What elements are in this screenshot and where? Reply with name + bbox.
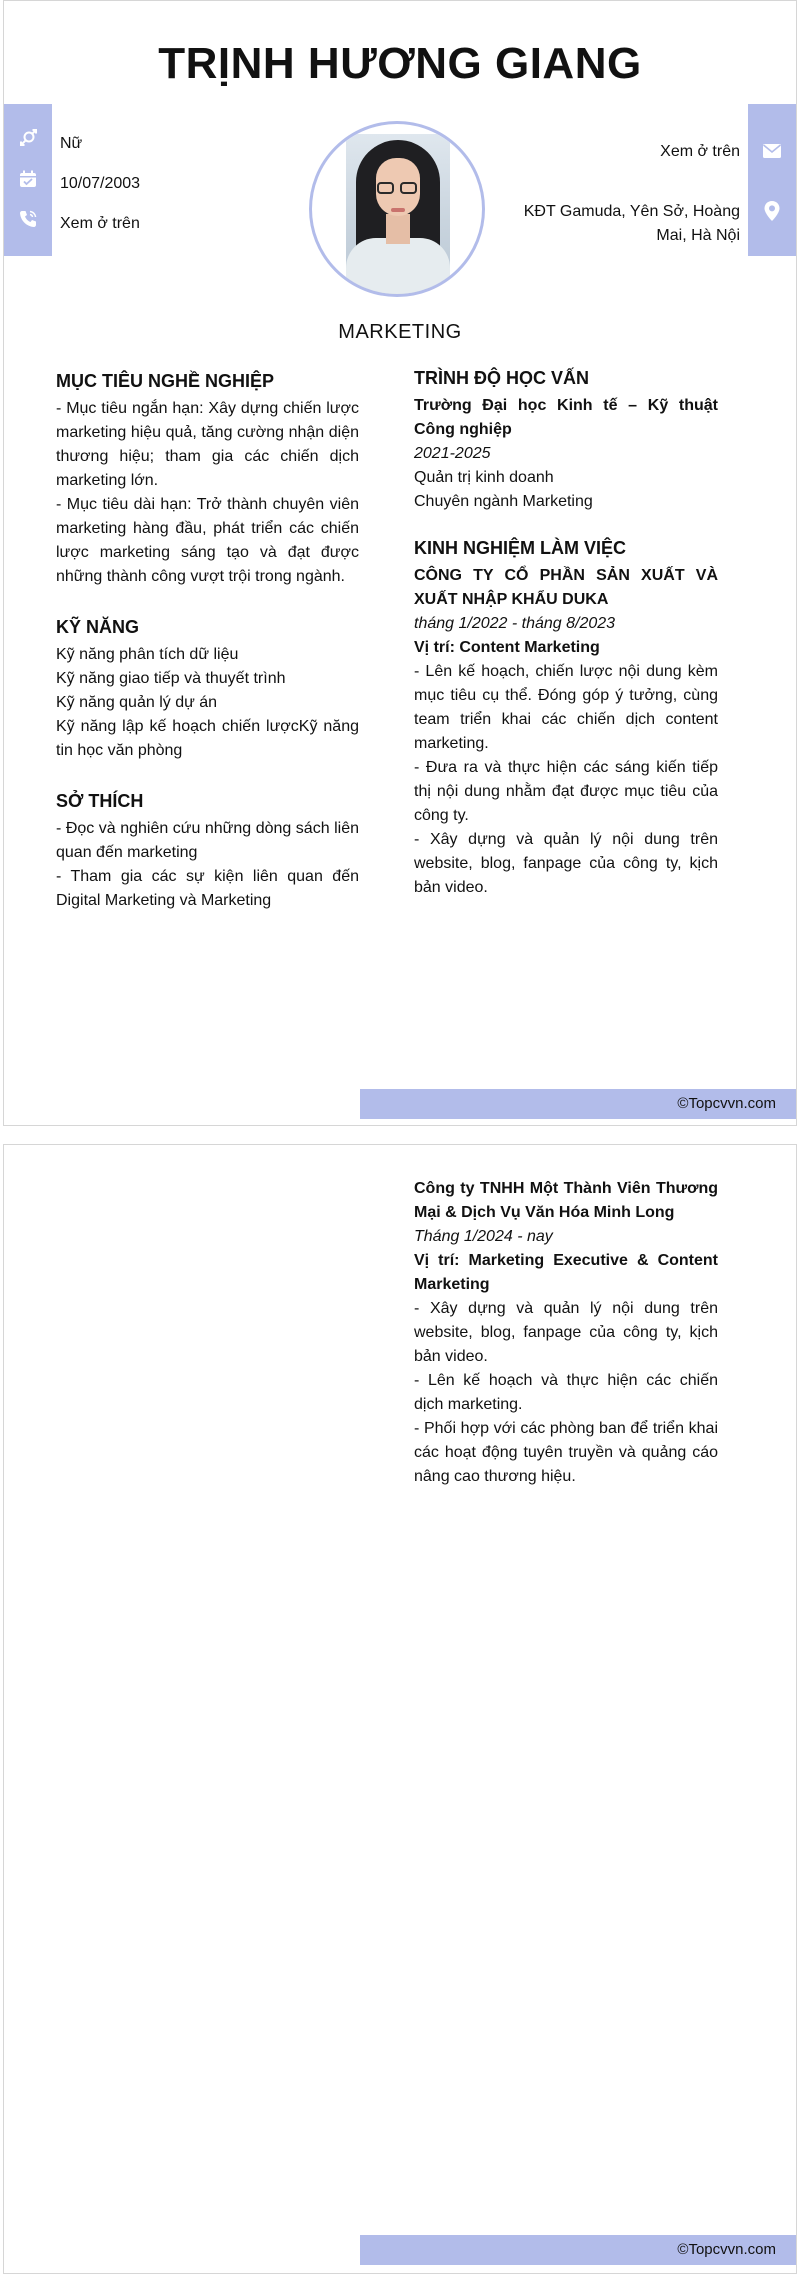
- hobbies-heading: SỞ THÍCH: [56, 791, 144, 811]
- education-degree: Quản trị kinh doanh: [414, 469, 554, 486]
- education-period: 2021-2025: [414, 445, 491, 462]
- experience-section: [414, 536, 718, 900]
- birthday-value: 10/07/2003: [60, 175, 141, 192]
- experience-heading: KINH NGHIỆM LÀM VIỆC: [414, 538, 627, 558]
- footer-brand: ©Topcvvn.com: [360, 2235, 796, 2265]
- hobby-item: - Đọc và nghiên cứu những dòng sách liên quan đến marketing: [56, 820, 359, 861]
- job-company: CÔNG TY CỔ PHẦN SẢN XUẤT VÀ XUẤT NHẬP KHẨU DUKA: [414, 567, 718, 608]
- cv-page-1: [3, 0, 797, 1126]
- job-title: MARKETING: [338, 321, 462, 343]
- hobbies-section: [56, 789, 359, 913]
- job-task: - Xây dựng và quản lý nội dung trên website, blog, fanpage của công ty, kịch bản video.: [414, 1300, 718, 1365]
- skills-heading: KỸ NĂNG: [56, 617, 140, 637]
- job-period: tháng 1/2022 - tháng 8/2023: [414, 615, 616, 632]
- job-entry: [414, 1177, 718, 1489]
- objective-heading: MỤC TIÊU NGHỀ NGHIỆP: [56, 371, 275, 391]
- contact-icons-left-bar: [4, 104, 52, 256]
- job-position: Vị trí: Marketing Executive & Content Marketing: [414, 1252, 718, 1293]
- job-task: - Phối hợp với các phòng ban để triển khai các hoạt động tuyên truyền và quảng cáo nâng cao thương hiệu.: [414, 1420, 718, 1485]
- address-value: KĐT Gamuda, Yên Sở, Hoàng Mai, Hà Nội: [523, 203, 740, 244]
- skill-item: Kỹ năng giao tiếp và thuyết trình: [56, 670, 286, 687]
- objective-line: - Mục tiêu dài hạn: Trở thành chuyên viên marketing hàng đầu, phát triển các chiến lược marketing sáng tạo và đạt được những thành công vượt trội trong ngành.: [56, 496, 359, 585]
- job-company: Công ty TNHH Một Thành Viên Thương Mại & Dịch Vụ Văn Hóa Minh Long: [414, 1180, 718, 1221]
- email-value: Xem ở trên: [660, 143, 740, 160]
- profile-photo: [346, 134, 450, 294]
- gender-value: Nữ: [60, 135, 83, 152]
- mail-icon: [761, 140, 783, 162]
- gender-icon: [17, 128, 39, 150]
- education-heading: TRÌNH ĐỘ HỌC VẤN: [414, 368, 589, 388]
- footer-brand: ©Topcvvn.com: [360, 1089, 796, 1119]
- left-column: [56, 369, 359, 913]
- education-major: Chuyên ngành Marketing: [414, 493, 593, 510]
- cv-page-2: [3, 1144, 797, 2274]
- phone-value: Xem ở trên: [60, 215, 140, 232]
- job-entry: [414, 564, 718, 900]
- education-section: [414, 366, 718, 514]
- job-task: - Lên kế hoạch và thực hiện các chiến dịch marketing.: [414, 1372, 718, 1413]
- profile-photo-frame: [309, 121, 485, 297]
- candidate-name: TRỊNH HƯƠNG GIANG: [158, 39, 642, 88]
- hobby-item: - Tham gia các sự kiện liên quan đến Digital Marketing và Marketing: [56, 868, 359, 909]
- location-pin-icon: [761, 200, 783, 222]
- phone-icon: [17, 208, 39, 230]
- school-name: Trường Đại học Kinh tế – Kỹ thuật Công nghiệp: [414, 397, 718, 438]
- job-task: - Đưa ra và thực hiện các sáng kiến tiếp thị nội dung nhằm đạt được mục tiêu của công ty.: [414, 759, 718, 824]
- skill-item: Kỹ năng quản lý dự án: [56, 694, 218, 711]
- contact-icons-right-bar: [748, 104, 796, 256]
- right-column: [414, 366, 718, 900]
- objective-line: - Mục tiêu ngắn hạn: Xây dựng chiến lược marketing hiệu quả, tăng cường nhận diện thương hiệu; tham gia các chiến dịch marketing lớn.: [56, 400, 359, 489]
- skill-item: Kỹ năng lập kế hoạch chiến lượcKỹ năng tin học văn phòng: [56, 718, 359, 759]
- job-period: Tháng 1/2024 - nay: [414, 1228, 553, 1245]
- job-task: - Xây dựng và quản lý nội dung trên website, blog, fanpage của công ty, kịch bản video.: [414, 831, 718, 896]
- skill-item: Kỹ năng phân tích dữ liệu: [56, 646, 239, 663]
- objective-section: [56, 369, 359, 589]
- calendar-icon: [17, 168, 39, 190]
- job-position: Vị trí: Content Marketing: [414, 639, 600, 656]
- job-task: - Lên kế hoạch, chiến lược nội dung kèm mục tiêu cụ thể. Đóng góp ý tưởng, cùng team triển khai các chiến dịch content marketing.: [414, 663, 718, 752]
- skills-section: [56, 615, 359, 763]
